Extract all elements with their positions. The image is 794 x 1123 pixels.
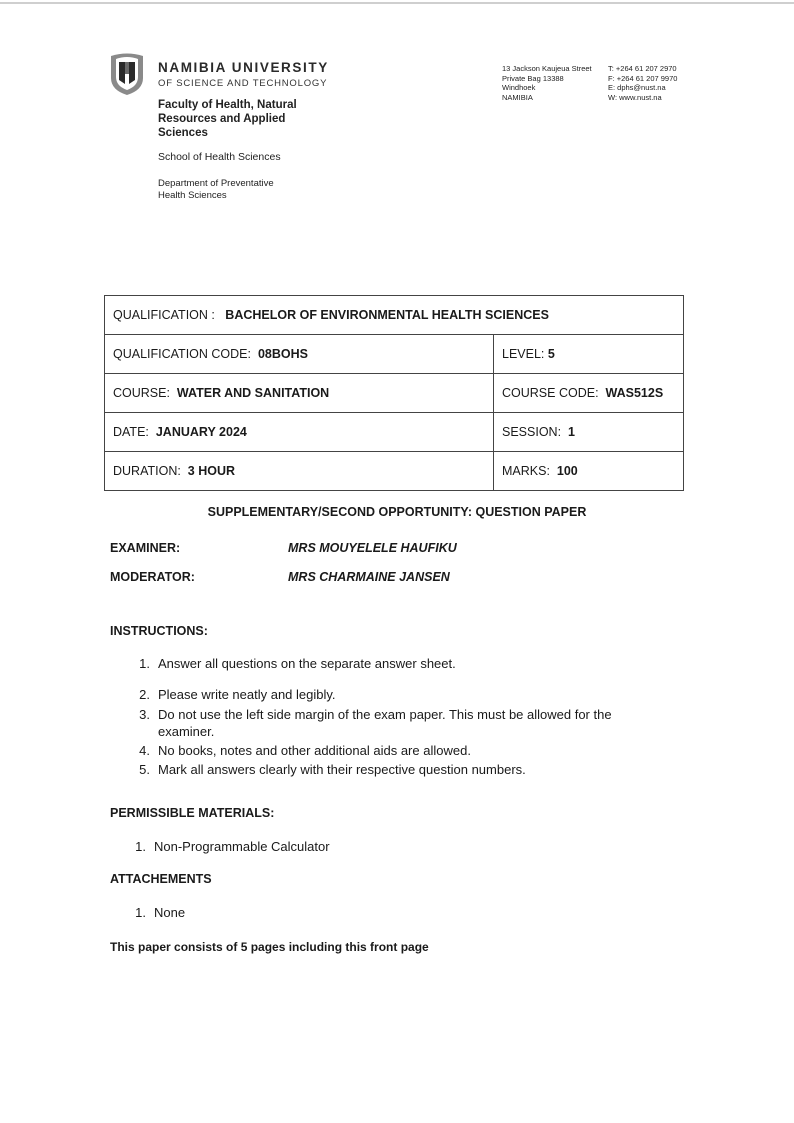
address-line: Windhoek — [502, 83, 536, 92]
qualification-cell — [105, 296, 684, 335]
duration-label: DURATION: — [113, 464, 181, 478]
table-row — [105, 296, 684, 335]
qualification-code-cell — [105, 335, 494, 374]
course-code-cell — [494, 374, 684, 413]
instruction-text: No books, notes and other additional aids are allowed. — [158, 743, 471, 758]
permissible-number: 1. — [135, 839, 146, 854]
instruction-text: Please write neatly and legibly. — [158, 687, 336, 702]
table-row — [105, 413, 684, 452]
paper-title: SUPPLEMENTARY/SECOND OPPORTUNITY: QUESTION PAPER — [207, 505, 587, 519]
contact-details — [608, 64, 677, 102]
qualification-label: QUALIFICATION : — [113, 308, 215, 322]
contact-line: T: +264 61 207 2970 — [608, 64, 677, 73]
qualification-code-label: QUALIFICATION CODE: — [113, 347, 251, 361]
level-value: 5 — [547, 347, 555, 361]
faculty-line: Faculty of Health, Natural — [158, 99, 297, 111]
date-cell — [105, 413, 494, 452]
instruction-text: examiner. — [158, 724, 215, 739]
table-row — [105, 374, 684, 413]
session-cell — [494, 413, 684, 452]
postal-address — [502, 64, 592, 102]
department-line: Health Sciences — [158, 190, 227, 201]
nust-logo-icon — [108, 50, 146, 96]
qualification-value: BACHELOR OF ENVIRONMENTAL HEALTH SCIENCES — [225, 308, 549, 322]
qualification-code-value: 08BOHS — [257, 347, 308, 361]
permissible-text: Non-Programmable Calculator — [154, 839, 330, 854]
instruction-number: 2. — [139, 687, 150, 702]
examiner-name: MRS MOUYELELE HAUFIKU — [288, 541, 457, 555]
marks-value: 100 — [556, 464, 578, 478]
contact-line: E: dphs@nust.na — [608, 83, 666, 92]
level-label: LEVEL: — [502, 347, 545, 361]
permissible-materials-heading: PERMISSIBLE MATERIALS: — [110, 806, 275, 820]
address-line: Private Bag 13388 — [502, 73, 564, 83]
contact-line: W: www.nust.na — [608, 92, 662, 102]
marks-cell — [494, 452, 684, 491]
course-value: WATER AND SANITATION — [176, 386, 330, 400]
department-line: Department of Preventative — [158, 178, 274, 189]
address-line: NAMIBIA — [502, 92, 533, 102]
session-value: 1 — [568, 425, 575, 439]
faculty-line: Resources and Applied — [158, 113, 286, 125]
department-name — [158, 178, 308, 202]
course-label: COURSE: — [113, 386, 170, 400]
page-count-note: This paper consists of 5 pages including this front page — [110, 940, 429, 954]
marks-label: MARKS: — [502, 464, 550, 478]
faculty-line: Sciences — [158, 127, 208, 139]
attachment-text: None — [154, 905, 186, 920]
duration-value: 3 HOUR — [187, 464, 236, 478]
attachments-heading: ATTACHEMENTS — [110, 872, 212, 886]
moderator-label: MODERATOR: — [110, 570, 195, 584]
instruction-number: 5. — [139, 762, 150, 777]
examiner-label: EXAMINER: — [110, 541, 181, 555]
course-code-label: COURSE CODE: — [502, 386, 599, 400]
date-label: DATE: — [113, 425, 149, 439]
university-name: NAMIBIA UNIVERSITY — [158, 60, 329, 75]
level-cell — [494, 335, 684, 374]
course-cell — [105, 374, 494, 413]
contact-line: F: +264 61 207 9970 — [608, 73, 678, 83]
instruction-text: Do not use the left side margin of the exam paper. This must be allowed for the — [158, 707, 612, 722]
instruction-text: Answer all questions on the separate answer sheet. — [158, 656, 456, 671]
instruction-number: 1. — [139, 656, 150, 671]
table-row — [105, 335, 684, 374]
session-label: SESSION: — [502, 425, 562, 439]
address-line: 13 Jackson Kaujeua Street — [502, 64, 592, 73]
top-scan-rule — [0, 2, 794, 4]
duration-cell — [105, 452, 494, 491]
instruction-text: Mark all answers clearly with their respective question numbers. — [158, 762, 526, 777]
moderator-name: MRS CHARMAINE JANSEN — [288, 570, 450, 584]
instructions-heading: INSTRUCTIONS: — [110, 624, 208, 638]
instruction-number: 4. — [139, 743, 150, 758]
date-value: JANUARY 2024 — [155, 425, 247, 439]
table-row — [105, 452, 684, 491]
course-code-value: WAS512S — [605, 386, 664, 400]
university-subtitle: OF SCIENCE AND TECHNOLOGY — [158, 78, 328, 89]
exam-info-table — [104, 295, 684, 491]
school-name: School of Health Sciences — [158, 151, 281, 163]
instruction-number: 3. — [139, 707, 150, 722]
attachment-number: 1. — [135, 905, 146, 920]
faculty-name — [158, 98, 318, 140]
